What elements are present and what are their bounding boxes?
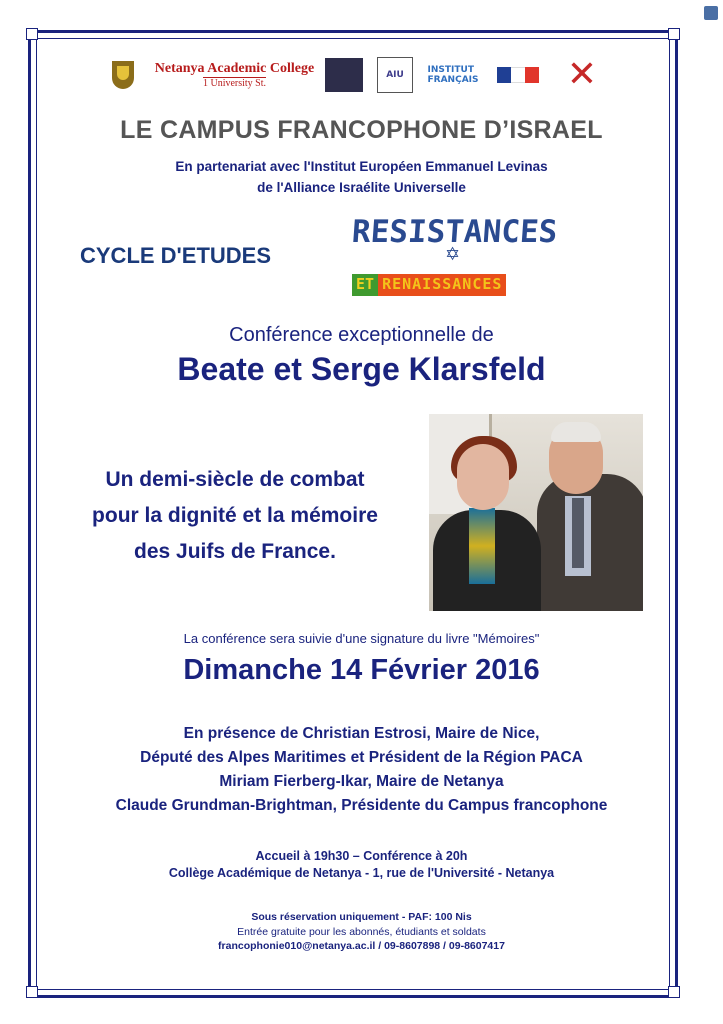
star-of-david-icon: ✡ [445, 244, 461, 265]
corner-ornament [668, 28, 680, 40]
contact-info: francophonie010@netanya.ac.il / 09-8607898 / 09-8607417 [218, 940, 505, 952]
presence-line-1: En présence de Christian Estrosi, Maire de Nice, [183, 725, 540, 742]
corner-ornament [668, 986, 680, 998]
campus-francophone-logo: ✕ [566, 54, 598, 95]
side-watermark [702, 26, 723, 286]
partner-logos [100, 52, 620, 98]
presence-line-2: Député des Alpes Maritimes et Président de la Région PACA [140, 749, 583, 766]
tagline-line-3: des Juifs de France. [134, 540, 336, 563]
resistances-logo-text: RESISTANCES [350, 214, 559, 250]
republique-francaise-logo [492, 52, 544, 98]
venue: Collège Académique de Netanya - 1, rue de l'Université - Netanya [168, 866, 555, 880]
netanya-city-logo [108, 52, 138, 98]
college-name: Netanya Academic College [154, 61, 315, 76]
campus-title: LE CAMPUS FRANCOPHONE D’ISRAEL [120, 116, 603, 144]
event-date: Dimanche 14 Février 2016 [183, 654, 540, 686]
speakers-name: Beate et Serge Klarsfeld [177, 351, 546, 387]
tagline-line-2: pour la dignité et la mémoire [92, 504, 378, 527]
presence-line-3: Miriam Fierberg-Ikar, Maire de Netanya [219, 773, 504, 790]
schedule: Accueil à 19h30 – Conférence à 20h [255, 849, 468, 863]
conference-intro: Conférence exceptionnelle de [229, 324, 494, 346]
free-entry-note: Entrée gratuite pour les abonnés, étudiants et soldats [237, 926, 486, 938]
college-address: 1 University St. [202, 78, 267, 89]
book-signing-note: La conférence sera suivie d'une signature du livre "Mémoires" [183, 631, 540, 646]
institut-francais-logo: INSTITUT FRANÇAIS [427, 65, 479, 85]
partnership-line-1: En partenariat avec l'Institut Européen Emmanuel Levinas [175, 159, 548, 174]
corner-ornament [26, 28, 38, 40]
presence-line-4: Claude Grundman-Brightman, Présidente du Campus francophone [115, 797, 608, 814]
renaissances-label: RENAISSANCES [378, 274, 506, 296]
netanya-college-logo [152, 52, 317, 98]
document-icon [704, 6, 718, 20]
levinas-institute-logo [324, 52, 364, 98]
tagline-line-1: Un demi-siècle de combat [105, 468, 365, 491]
partnership-line-2: de l'Alliance Israélite Universelle [257, 180, 466, 195]
reservation-note: Sous réservation uniquement - PAF: 100 Nis [251, 911, 472, 923]
corner-ornament [26, 986, 38, 998]
et-label: ET [352, 274, 378, 296]
aiu-logo: AIU [376, 52, 414, 98]
cycle-label: CYCLE D'ETUDES [80, 243, 272, 268]
speakers-photo [429, 414, 643, 611]
renaissances-banner [352, 274, 506, 296]
